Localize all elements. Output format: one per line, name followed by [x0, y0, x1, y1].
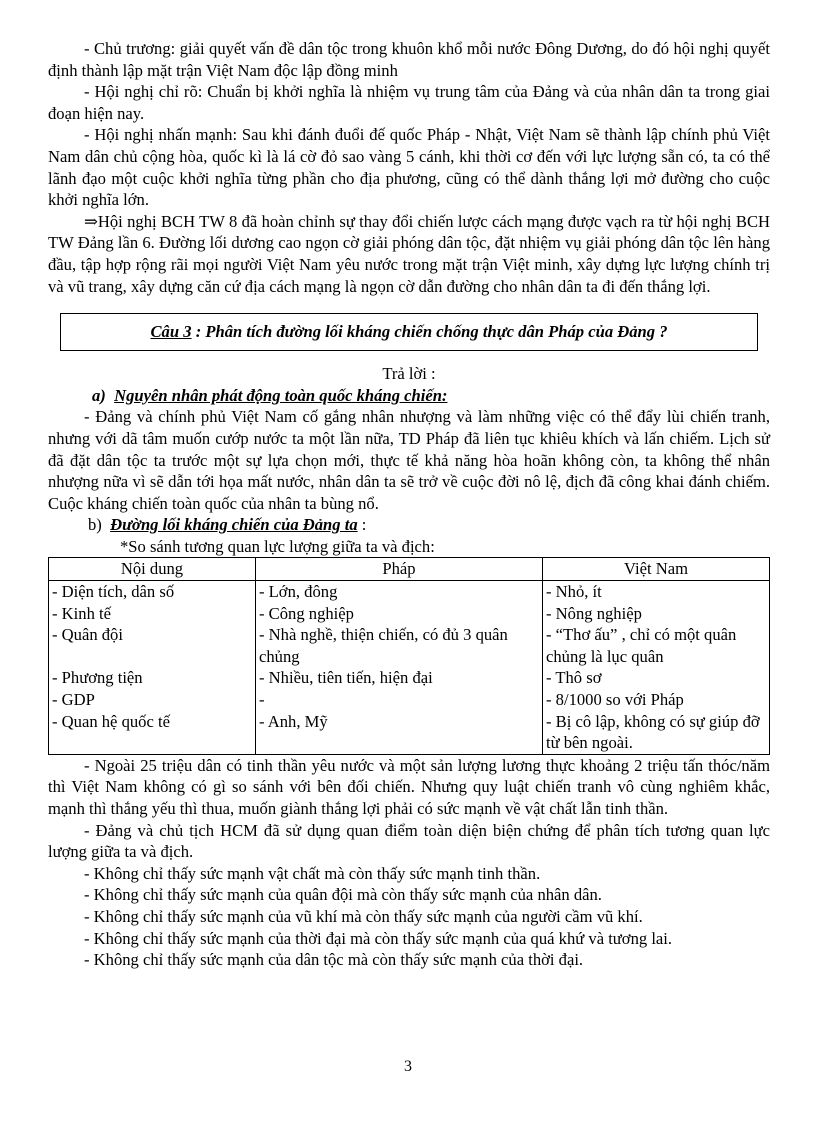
- bullet-item: - Không chỉ thấy sức mạnh của quân đội mà còn thấy sức mạnh của nhân dân.: [84, 885, 602, 905]
- section-a-title: Nguyên nhân phát động toàn quốc kháng chiến:: [114, 385, 448, 405]
- table-cell: - Quân đội: [52, 625, 123, 645]
- document-body: [48, 38, 770, 971]
- table-header: Nội dung: [49, 558, 256, 581]
- section-a-heading: [92, 385, 770, 407]
- bullet-item: - Không chỉ thấy sức mạnh của dân tộc mà còn thấy sức mạnh của thời đại.: [84, 950, 584, 970]
- section-a-marker: a): [92, 385, 106, 405]
- bullet-item: - Không chỉ thấy sức mạnh vật chất mà còn thấy sức mạnh tinh thần.: [84, 863, 541, 883]
- table-cell: - Phương tiện: [52, 668, 143, 688]
- table-cell: - Công nghiệp: [259, 603, 354, 623]
- section-b-suffix: :: [357, 515, 367, 535]
- answer-label: Trả lời :: [382, 364, 436, 384]
- bullet-item: - Không chỉ thấy sức mạnh của thời đại mà còn thấy sức mạnh của quá khứ và tương lai.: [84, 928, 673, 948]
- table-cell: - “Thơ ấu” , chỉ có một quân chủng là lục quân: [546, 625, 737, 666]
- table-cell: - Anh, Mỹ: [259, 711, 328, 731]
- table-cell: -: [259, 690, 265, 710]
- table-cell: - 8/1000 so với Pháp: [546, 690, 684, 710]
- table-cell-france: [256, 581, 543, 755]
- intro-paragraph-2: - Hội nghị chỉ rõ: Chuẩn bị khởi nghĩa là nhiệm vụ trung tâm của Đảng và của nhân dân ta trong giai đoạn hiện nay.: [48, 82, 770, 123]
- conclusion-paragraph: ⇒Hội nghị BCH TW 8 đã hoàn chỉnh sự thay đổi chiến lược cách mạng được vạch ra từ hội nghị BCH TW Đảng lần 6. Đường lối dương cao ngọn cờ giải phóng dân tộc, đặt nhiệm vụ giải phóng dân tộc lên hàng đầu, tập hợp rộng rãi mọi người Việt Nam yêu nước trong mặt trận Việt minh, xây dựng lực lượng chính trị và vũ trang, xây dựng căn cứ địa cách mạng là ngọn cờ dẫn đường cho nhân dân ta đi đến thắng lợi.: [48, 211, 770, 296]
- table-cell: - Nông nghiệp: [546, 603, 642, 623]
- table-cell: - Nhiều, tiên tiến, hiện đại: [259, 668, 433, 688]
- intro-paragraph-3: - Hội nghị nhấn mạnh: Sau khi đánh đuổi đế quốc Pháp - Nhật, Việt Nam sẽ thành lập chính phủ Việt Nam dân chủ cộng hòa, quốc kì là lá cờ đỏ sao vàng 5 cánh, khi thời cơ đến với lực lượng sẵn có, ta có thể lãnh đạo một cuộc khởi nghĩa từng phần cho địa phương, cũng có thể dành thắng lợi mở đường cho cuộc khởi nghĩa lớn.: [48, 125, 770, 210]
- comparison-table: [48, 557, 770, 754]
- section-b-marker: b): [88, 515, 102, 535]
- bullet-item: - Không chỉ thấy sức mạnh của vũ khí mà còn thấy sức mạnh của người cầm vũ khí.: [84, 906, 643, 926]
- after-paragraph-2: - Đảng và chủ tịch HCM đã sử dụng quan điểm toàn diện biện chứng để phân tích tương quan lực lượng giữa ta và địch.: [48, 820, 770, 862]
- table-cell: - Bị cô lập, không có sự giúp đỡ từ bên ngoài.: [546, 711, 760, 753]
- table-header: Pháp: [256, 558, 543, 581]
- page-number: 3: [404, 1058, 412, 1075]
- table-cell: - GDP: [52, 690, 95, 710]
- section-b-heading: [88, 514, 770, 536]
- table-header-row: [49, 558, 770, 581]
- question-text: : Phân tích đường lối kháng chiến chống thực dân Pháp của Đảng ?: [195, 322, 668, 342]
- table-cell: - Thô sơ: [546, 668, 602, 688]
- table-cell-vietnam: [543, 581, 770, 755]
- table-header: Việt Nam: [543, 558, 770, 581]
- section-a-paragraph: - Đảng và chính phủ Việt Nam cố gắng nhân nhượng và làm những việc có thể đẩy lùi chiến tranh, nhưng với dã tâm muốn cướp nước ta một lần nữa, TD Pháp đã liên tục khiêu khích và lấn chiếm. Lịch sử đã đặt dân tộc ta trước một sự lựa chọn mới, thực tế khả năng hòa hoãn không còn, ta không thể nhân nhượng nữa vì sẽ dẫn tới họa mất nước, nhân dân ta sẽ trở về cuộc đời nô lệ, địch đã công khai đánh chiếm. Cuộc kháng chiến toàn quốc của nhân ta bùng nổ.: [48, 407, 770, 513]
- table-cell: - Nhỏ, ít: [546, 582, 602, 602]
- intro-paragraph-1: - Chủ trương: giải quyết vấn đề dân tộc trong khuôn khổ mỗi nước Đông Dương, do đó hội nghị quyết định thành lập mặt trận Việt Nam độc lập đồng minh: [48, 39, 770, 80]
- question-box: [60, 313, 758, 351]
- table-cell-content: [49, 581, 256, 755]
- table-cell: - Kinh tế: [52, 603, 111, 623]
- after-paragraph-1: - Ngoài 25 triệu dân có tinh thần yêu nước và một sản lượng lương thực khoảng 2 triệu tấn thóc/năm thì Việt Nam không có gì so sánh với bên đối chiến. Nhưng quy luật chiến tranh vô cùng nghiêm khắc, mạnh thì thắng yếu thì thua, muốn giành thắng lợi phải có sức mạnh về vật chất lẫn tinh thần.: [48, 755, 770, 818]
- comparison-note: *So sánh tương quan lực lượng giữa ta và địch:: [120, 536, 435, 556]
- table-cell: - Lớn, đông: [259, 582, 338, 602]
- table-row: [49, 581, 770, 755]
- table-cell: - Nhà nghề, thiện chiến, có đủ 3 quân chủng: [259, 625, 508, 666]
- table-cell: - Quan hệ quốc tế: [52, 711, 170, 731]
- section-b-title: Đường lối kháng chiến của Đảng ta: [110, 515, 358, 535]
- table-cell: - Diện tích, dân số: [52, 582, 175, 602]
- question-label: Câu 3: [150, 322, 192, 342]
